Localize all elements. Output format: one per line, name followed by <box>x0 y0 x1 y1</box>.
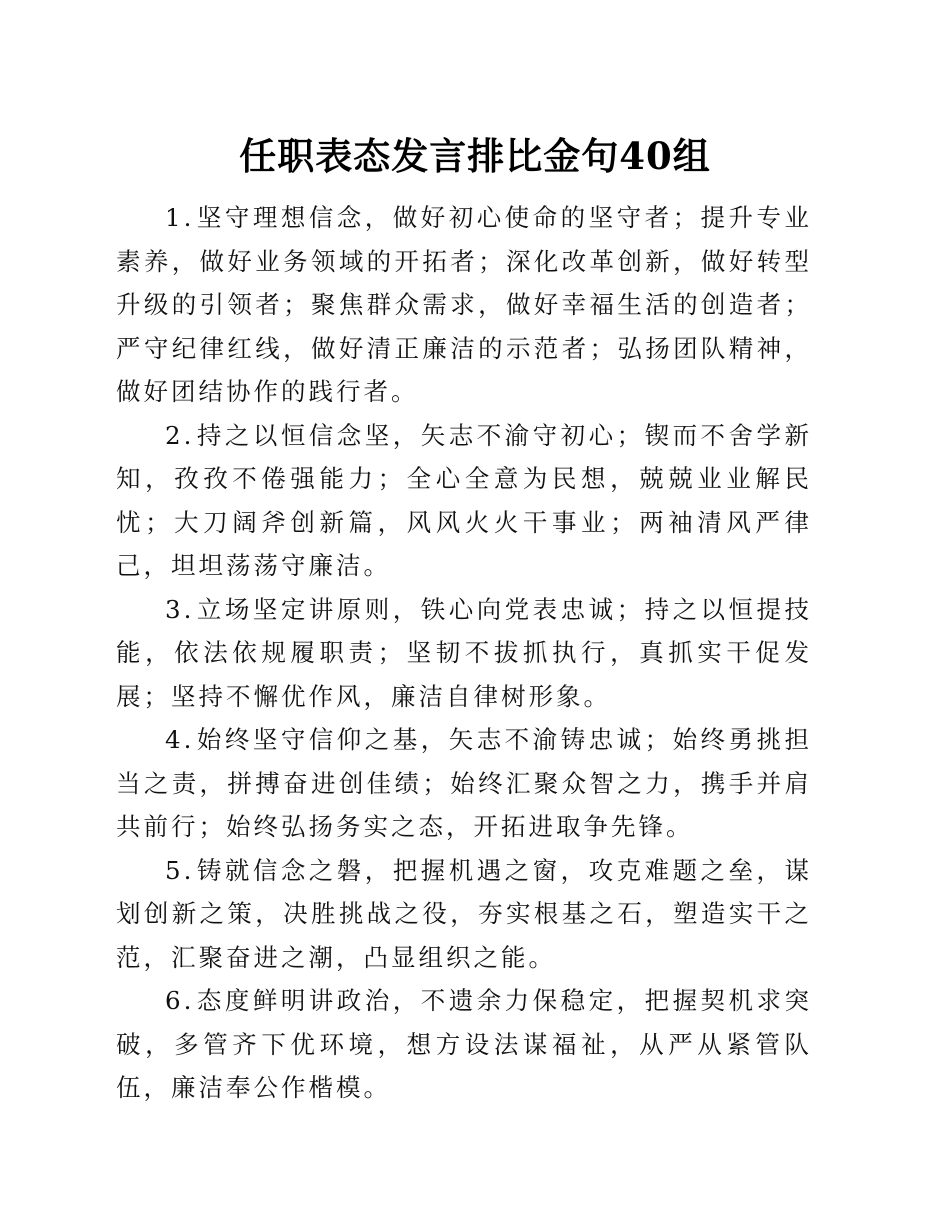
paragraph-2 <box>116 414 812 588</box>
paragraph-number: 6. <box>165 986 195 1015</box>
paragraph-5 <box>116 849 812 980</box>
paragraph-number: 1. <box>165 203 195 232</box>
paragraph-text: 始终坚守信仰之基，矢志不渝铸忠诚；始终勇挑担当之责，拼搏奋进创佳绩；始终汇聚众智之力，携手并肩共前行；始终弘扬务实之态，开拓进取争先锋。 <box>116 725 812 841</box>
document-body <box>116 196 812 1110</box>
paragraph-text: 持之以恒信念坚，矢志不渝守初心；锲而不舍学新知，孜孜不倦强能力；全心全意为民想，兢兢业业解民忧；大刀阔斧创新篇，风风火火干事业；两袖清风严律己，坦坦荡荡守廉洁。 <box>116 420 812 580</box>
paragraph-text: 坚守理想信念，做好初心使命的坚守者；提升专业素养，做好业务领域的开拓者；深化改革创新，做好转型升级的引领者；聚焦群众需求，做好幸福生活的创造者；严守纪律红线，做好清正廉洁的示范者；弘扬团队精神，做好团结协作的践行者。 <box>116 203 812 406</box>
paragraph-1 <box>116 196 812 414</box>
paragraph-3 <box>116 588 812 719</box>
paragraph-number: 3. <box>165 594 195 624</box>
paragraph-number: 4. <box>165 725 195 754</box>
paragraph-text: 铸就信念之磐，把握机遇之窗，攻克难题之垒，谋划创新之策，决胜挑战之役，夯实根基之石，塑造实干之范，汇聚奋进之潮，凸显组织之能。 <box>116 855 812 972</box>
paragraph-text: 态度鲜明讲政治，不遗余力保稳定，把握契机求突破，多管齐下优环境，想方设法谋福祉，从严从紧管队伍，廉洁奉公作楷模。 <box>116 986 812 1102</box>
document-title: 任职表态发言排比金句40组 <box>239 134 711 178</box>
paragraph-number: 5. <box>165 855 195 885</box>
paragraph-4 <box>116 718 812 849</box>
paragraph-6 <box>116 979 812 1110</box>
paragraph-text: 立场坚定讲原则，铁心向党表忠诚；持之以恒提技能，依法依规履职责；坚韧不拔抓执行，真抓实干促发展；坚持不懈优作风，廉洁自律树形象。 <box>116 594 812 711</box>
paragraph-number: 2. <box>165 420 195 450</box>
